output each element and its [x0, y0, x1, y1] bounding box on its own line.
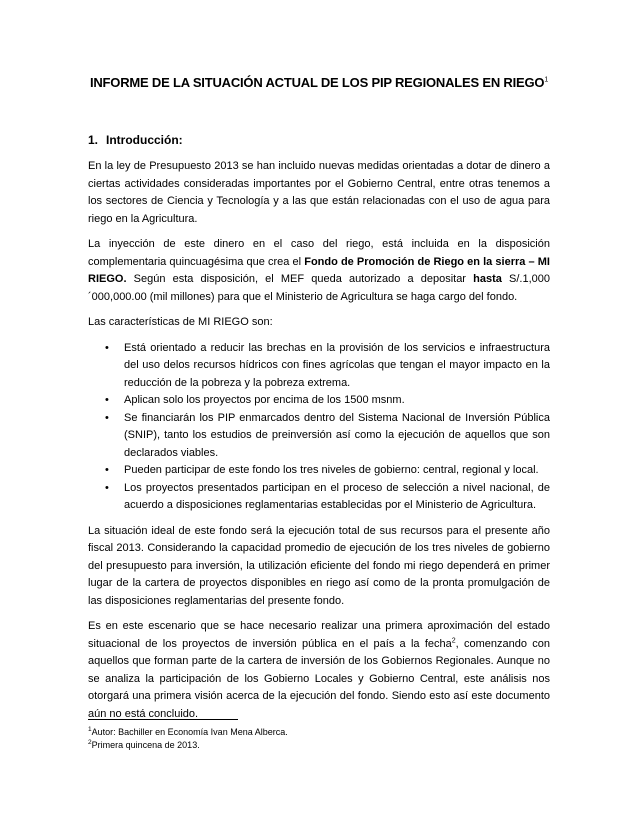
paragraph-5-text-a: Es en este escenario que se hace necesario realizar una primera aproximación del estado situacional de los proyectos de inversión pública en el país a la fecha	[88, 620, 550, 650]
paragraph-2-text-b: Según esta disposición, el MEF queda autorizado a depositar	[126, 273, 474, 285]
footnote-1-text: Autor: Bachiller en Economía Ivan Mena Alberca.	[91, 727, 288, 737]
bullet-icon: •	[105, 411, 109, 424]
footnote-divider	[88, 719, 238, 720]
paragraph-2-text-c: S/.1,000´000,000.00 (mil millones) para que el Ministerio de Agricultura se haga cargo del fondo.	[88, 273, 550, 303]
list-item	[105, 340, 550, 393]
footnote-ref-2: 2	[451, 636, 456, 644]
document-title	[60, 74, 578, 92]
list-item	[105, 392, 550, 410]
list-item-text: Los proyectos presentados participan en el proceso de selección a nivel nacional, de acuerdo a disposiciones reglamentarias establecidas por el Ministerio de Agricultura.	[124, 481, 550, 511]
paragraph-2	[88, 236, 550, 306]
list-item-text: Aplican solo los proyectos por encima de los 1500 msnm.	[124, 394, 405, 406]
paragraph-2-bold-fund-name: Fondo de Promoción de Riego en la sierra – MI RIEGO.	[88, 255, 550, 285]
paragraph-4: La situación ideal de este fondo será la ejecución total de sus recursos para el presente año fiscal 2013. Considerando la capacidad promedio de ejecución de los tres niveles de gobierno del presupuesto para inversión, la utilización eficiente del fondo mi riego dependerá en primer lugar de la cartera de proyectos disponibles en riego así como de la pronta promulgación de las disposiciones reglamentarias del presente fondo.	[88, 524, 550, 607]
bullet-icon: •	[105, 341, 109, 354]
paragraph-2-text-a: La inyección de este dinero en el caso del riego, está incluida en la disposición complementaria quincuagésima que crea el	[88, 238, 550, 268]
list-item	[105, 410, 550, 463]
document-title-text: INFORME DE LA SITUACIÓN ACTUAL DE LOS PIP REGIONALES EN RIEGO	[89, 75, 545, 90]
section-title: Introducción:	[106, 133, 183, 147]
footnote-1	[88, 726, 550, 739]
characteristics-list	[88, 340, 550, 515]
title-footnote-ref: 1	[544, 76, 549, 84]
bullet-icon: •	[105, 394, 109, 406]
list-item-text: Pueden participar de este fondo los tres niveles de gobierno: central, regional y local.	[124, 464, 539, 476]
footnote-2-text: Primera quincena de 2013.	[91, 740, 200, 750]
list-item	[105, 462, 550, 480]
bullet-icon: •	[105, 481, 109, 494]
document-body	[88, 132, 550, 731]
paragraph-5	[88, 618, 550, 723]
footnote-1-number: 1	[88, 726, 92, 733]
footnote-2-number: 2	[88, 739, 92, 746]
list-item	[105, 480, 550, 515]
list-item-text: Se financiarán los PIP enmarcados dentro del Sistema Nacional de Inversión Pública (SNIP), tanto los estudios de preinversión así como la ejecución de aquellos que son declarados viables.	[124, 411, 550, 459]
paragraph-5-text-b: , comenzando con aquellos que forman parte de la cartera de inversión de los Gobiernos Regionales. Aunque no se analiza la participación de los Gobierno Locales y Gobierno Central, este análisis nos otorgará una primera visión acerca de la ejecución del fondo. Siendo esto así este documento aún no está concluido.	[88, 637, 550, 720]
paragraph-1: En la ley de Presupuesto 2013 se han incluido nuevas medidas orientadas a dotar de dinero a ciertas actividades consideradas importantes por el Gobierno Central, entre otras tenemos a los sectores de Ciencia y Tecnología y a las que están relacionadas con el uso de agua para riego en la Agricultura.	[88, 160, 550, 225]
paragraph-2-bold-hasta: hasta	[473, 273, 502, 285]
section-heading	[88, 132, 550, 149]
footnote-2	[88, 739, 550, 752]
section-number: 1.	[88, 133, 99, 147]
bullet-icon: •	[105, 464, 109, 476]
paragraph-3: Las características de MI RIEGO son:	[88, 316, 273, 328]
footnotes	[88, 726, 550, 752]
list-item-text: Está orientado a reducir las brechas en la provisión de los servicios e infraestructura del uso delos recursos hídricos con fines agrícolas que tengan el mayor impacto en la reducción de la pobreza y la pobreza extrema.	[124, 341, 550, 389]
